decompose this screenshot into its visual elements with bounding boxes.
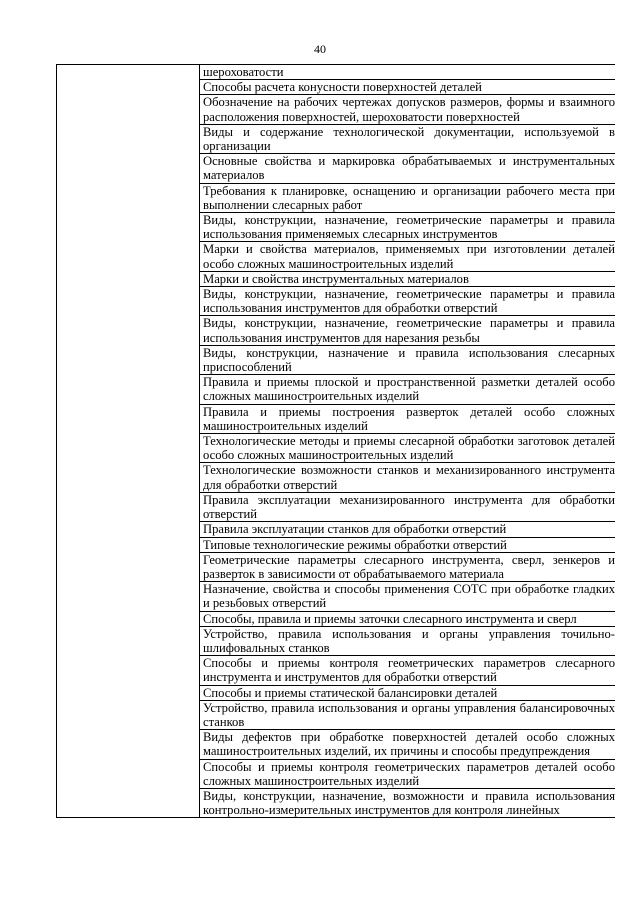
knowledge-item: Правила эксплуатации механизированного инструмента для обработки отверстий: [200, 493, 615, 522]
knowledge-item: Марки и свойства инструментальных материалов: [200, 272, 615, 287]
empty-left-cell: [57, 65, 200, 818]
knowledge-item: Виды, конструкции, назначение, геометрические параметры и правила использования инструментов для нарезания резьбы: [200, 316, 615, 345]
knowledge-item: Устройство, правила использования и органы управления точильно-шлифовальных станков: [200, 627, 615, 656]
knowledge-item: Назначение, свойства и способы применения СОТС при обработке гладких и резьбовых отверстий: [200, 582, 615, 611]
knowledge-item: Правила эксплуатации станков для обработки отверстий: [200, 522, 615, 537]
requirements-table-wrapper: [56, 64, 615, 905]
knowledge-item: Виды, конструкции, назначение, геометрические параметры и правила использования инструментов для обработки отверстий: [200, 287, 615, 316]
knowledge-item: Марки и свойства материалов, применяемых при изготовлении деталей особо сложных машиностроительных изделий: [200, 242, 615, 271]
table-row: [57, 65, 616, 818]
knowledge-item: Правила и приемы плоской и пространственной разметки деталей особо сложных машиностроительных изделий: [200, 375, 615, 404]
knowledge-item: Способы расчета конусности поверхностей деталей: [200, 80, 615, 95]
knowledge-item: шероховатости: [200, 65, 615, 80]
knowledge-item: Требования к планировке, оснащению и организации рабочего места при выполнении слесарных работ: [200, 184, 615, 213]
knowledge-item: Виды и содержание технологической документации, используемой в организации: [200, 125, 615, 154]
knowledge-item: Виды дефектов при обработке поверхностей деталей особо сложных машиностроительных изделий, их причины и способы предупреждения: [200, 730, 615, 759]
knowledge-item: Типовые технологические режимы обработки отверстий: [200, 538, 615, 553]
knowledge-item: Устройство, правила использования и органы управления балансировочных станков: [200, 701, 615, 730]
knowledge-item: Технологические возможности станков и механизированного инструмента для обработки отверстий: [200, 463, 615, 492]
knowledge-items: [200, 65, 615, 817]
knowledge-item: Виды, конструкции, назначение, возможности и правила использования контрольно-измерительных инструментов для контроля линейных: [203, 788, 615, 818]
knowledge-item: Правила и приемы построения разверток деталей особо сложных машиностроительных изделий: [200, 405, 615, 434]
knowledge-item: Геометрические параметры слесарного инструмента, сверл, зенкеров и разверток в зависимости от обрабатываемого материала: [200, 553, 615, 582]
knowledge-item: Способы, правила и приемы заточки слесарного инструмента и сверл: [200, 612, 615, 627]
knowledge-item: Виды, конструкции, назначение и правила использования слесарных приспособлений: [200, 346, 615, 375]
knowledge-item: Способы и приемы контроля геометрических параметров деталей особо сложных машиностроительных изделий: [200, 760, 615, 789]
knowledge-item: Технологические методы и приемы слесарной обработки заготовок деталей особо сложных машиностроительных изделий: [200, 434, 615, 463]
knowledge-item: Обозначение на рабочих чертежах допусков размеров, формы и взаимного расположения поверхностей, шероховатости поверхностей: [200, 95, 615, 124]
requirements-table: [56, 64, 615, 818]
knowledge-item: Основные свойства и маркировка обрабатываемых и инструментальных материалов: [200, 154, 615, 183]
knowledge-item: Способы и приемы контроля геометрических параметров слесарного инструмента и инструментов для обработки отверстий: [200, 656, 615, 685]
knowledge-item: Способы и приемы статической балансировки деталей: [200, 686, 615, 701]
knowledge-item: Виды, конструкции, назначение, геометрические параметры и правила использования применяемых слесарных инструментов: [200, 213, 615, 242]
knowledge-list-cell: [200, 65, 616, 818]
page-number: 40: [314, 42, 326, 56]
